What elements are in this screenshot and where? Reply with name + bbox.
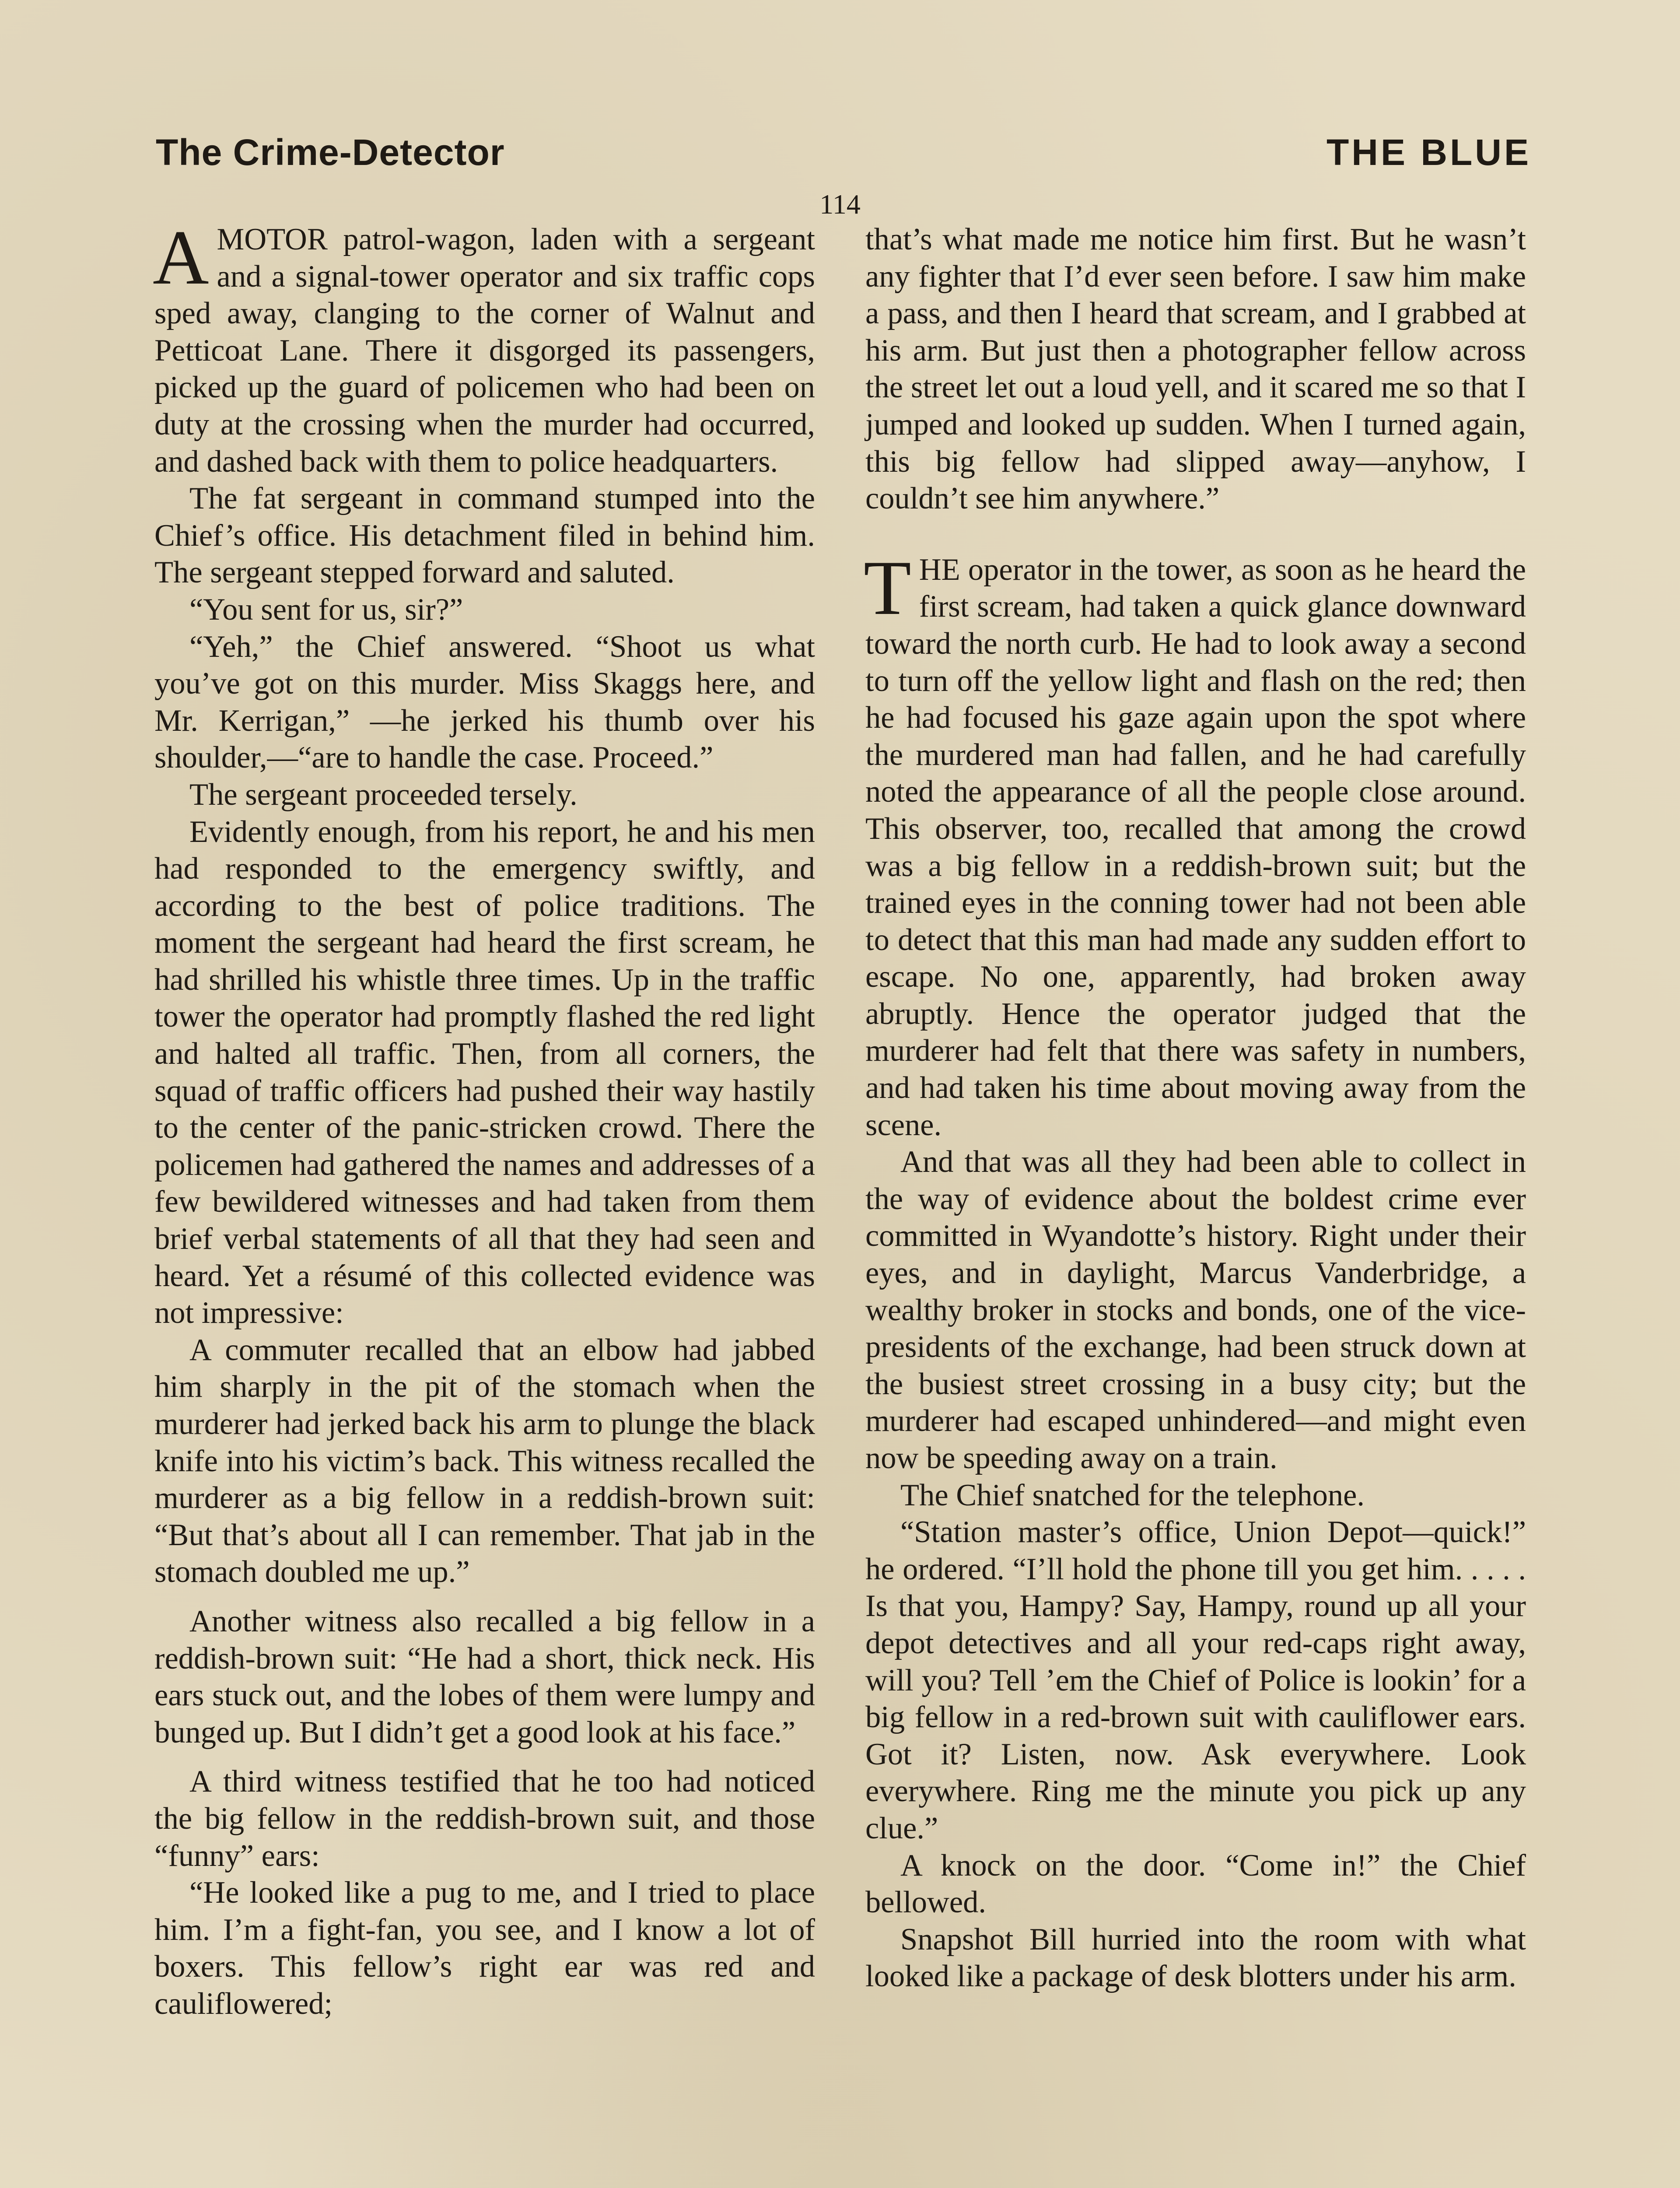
running-head — [156, 131, 1531, 179]
paragraph — [153, 214, 815, 480]
paragraph: “He looked like a pug to me, and I tried to place him. I’m a fight-fan, you see, and I know a lot of boxers. This fellow’s right ear was red and cauliflowered; — [154, 1876, 815, 2021]
paragraph: A commuter recalled that an elbow had jabbed him sharply in the pit of the stomach when the murderer had jerked back his arm to plunge the black knife into his victim’s back. This witness recalled the murderer as a big fellow in a reddish-brown suit: “But that’s about all I can remember. That jab in the stomach doubled me up.” — [154, 1332, 815, 1589]
paragraph: Snapshot Bill hurried into the room with what looked like a package of desk blotters under his arm. — [865, 1922, 1526, 1994]
paragraph: “Yeh,” the Chief answered. “Shoot us what you’ve got on this murder. Miss Skaggs here, and Mr. Kerrigan,” —he jerked his thumb over his shoulder,—“are to handle the case. Proceed.” — [154, 629, 815, 775]
story-title-header: The Crime-Detector — [156, 132, 505, 173]
paragraph: Evidently enough, from his report, he and his men had responded to the emergency swiftly, and according to the best of police traditions. The moment the sergeant had heard the first scream, he had shrilled his whistle three times. Up in the traffic tower the operator had promptly flashed the red light and halted all traffic. Then, from all corners, the squad of traffic officers had pushed their way hastily to the center of the panic-stricken crowd. There the policemen had gathered the names and addresses of a few bewildered witnesses and had taken from them brief verbal statements of all that they had seen and heard. Yet a résumé of this collected evidence was not impressive: — [154, 814, 815, 1330]
right-column — [865, 221, 1526, 1995]
paragraph-text: MOTOR patrol-wagon, laden with a sergeant and a signal-tower operator and six traffic cops sped away, clanging to the corner of Walnut and Petticoat Lane. There it disgorged its passengers, picked up the guard of policemen who had been on duty at the crossing when the murder had occurred, and dashed back with them to police headquarters. — [154, 222, 815, 479]
paragraph: The fat sergeant in command stumped into the Chief’s office. His detachment filed in behind him. The sergeant stepped forward and saluted. — [154, 481, 815, 590]
magazine-title-header: THE BLUE — [1326, 132, 1531, 173]
paragraph-text: HE operator in the tower, as soon as he heard the first scream, had taken a quick glance downward toward the north curb. He had to look away a second to turn off the yellow light and flash on the red; then he had focused his gaze again upon the spot where the murdered man had fallen, and he had carefully noted the appearance of all the people close around. This observer, too, recalled that among the crowd was a big fellow in a reddish-brown suit; but the trained eyes in the conning tower had not been able to detect that this man had made any sudden effort to escape. No one, apparently, had broken away abruptly. Hence the operator judged that the murderer had felt that there was safety in numbers, and had taken his time about moving away from the scene. — [865, 552, 1526, 1142]
drop-cap: T — [864, 544, 911, 631]
page-number: 114 — [819, 189, 861, 220]
paragraph: A third witness testified that he too had noticed the big fellow in the reddish-brown suit, and those “funny” ears: — [154, 1764, 815, 1873]
left-column — [153, 214, 815, 2023]
paragraph: The sergeant proceeded tersely. — [189, 777, 578, 812]
drop-cap: A — [153, 214, 209, 301]
paragraph: that’s what made me notice him first. But he wasn’t any fighter that I’d ever seen before. I saw him make a pass, and then I heard that scream, and I grabbed at his arm. But just then a photographer fellow across the street let out a loud yell, and it scared me so that I jumped and looked up sudden. When I turned again, this big fellow had slipped away—anyhow, I couldn’t see him anywhere.” — [865, 222, 1526, 516]
paragraph: “You sent for us, sir?” — [189, 592, 463, 627]
paragraph: And that was all they had been able to collect in the way of evidence about the boldest crime ever committed in Wyandotte’s history. Right under their eyes, and in daylight, Marcus Vanderbridge, a wealthy broker in stocks and bonds, one of the vice-presidents of the exchange, had been struck down at the busiest street crossing in a busy city; but the murderer had escaped unhindered—and might even now be speeding away on a train. — [865, 1145, 1526, 1475]
paragraph: The Chief snatched for the telephone. — [900, 1478, 1365, 1512]
paragraph — [864, 544, 1526, 1144]
paragraph: “Station master’s office, Union Depot—quick!” he ordered. “I’ll hold the phone till you get him. . . . . Is that you, Hampy? Say, Hampy, round up all your depot detectives and all your red-caps right away, will you? Tell ’em the Chief of Police is lookin’ for a big fellow in a red-brown suit with cauliflower ears. Got it? Listen, now. Ask everywhere. Look everywhere. Ring me the minute you pick up any clue.” — [865, 1515, 1526, 1845]
paragraph: A knock on the door. “Come in!” the Chief bellowed. — [865, 1848, 1526, 1920]
paragraph: Another witness also recalled a big fellow in a reddish-brown suit: “He had a short, thick neck. His ears stuck out, and the lobes of them were lumpy and bunged up. But I didn’t get a good look at his face.” — [154, 1604, 815, 1750]
